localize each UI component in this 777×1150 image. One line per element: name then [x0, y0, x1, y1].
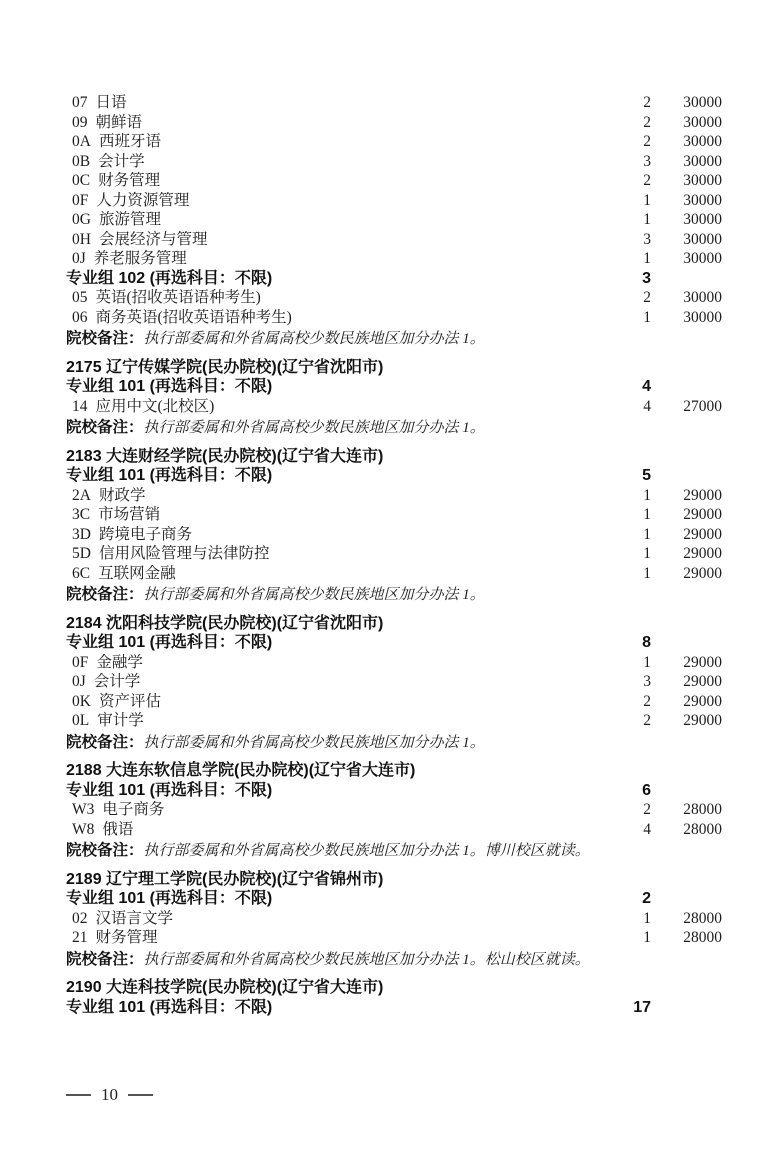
major-label	[66, 544, 611, 564]
tuition-fee: 30000	[683, 94, 722, 111]
major-row	[66, 672, 722, 692]
major-name: 朝鲜语	[95, 113, 143, 131]
major-row	[66, 288, 722, 308]
major-label	[66, 93, 611, 113]
group-plan-count: 8	[642, 634, 651, 651]
tuition-fee: 30000	[683, 152, 722, 170]
remarks-text: 执行部委属和外省属高校少数民族地区加分办法 1。松山校区就读。	[143, 951, 590, 968]
tuition-fee: 28000	[683, 801, 722, 818]
plan-count: 2	[643, 712, 651, 729]
school-title: 2189 辽宁理工学院(民办院校)(辽宁省锦州市)	[66, 870, 384, 888]
tuition-fee: 30000	[683, 289, 722, 306]
tuition-fee: 28000	[683, 929, 722, 946]
major-name: 会展经济与管理	[98, 230, 208, 248]
major-code: 0L	[72, 712, 90, 729]
major-group-row	[66, 998, 722, 1018]
major-code: 0C	[72, 172, 91, 189]
major-row	[66, 653, 722, 673]
major-name: 会计学	[93, 673, 141, 690]
major-row	[66, 564, 722, 584]
remarks-text: 执行部委属和外省属高校少数民族地区加分办法 1。	[143, 331, 485, 347]
major-code: 09	[72, 113, 88, 131]
remarks-content	[66, 585, 722, 606]
remarks-label: 院校备注：	[66, 330, 144, 347]
major-label	[66, 800, 611, 820]
tuition-fee: 28000	[683, 820, 722, 838]
plan-count: 1	[643, 564, 651, 582]
major-group-row	[66, 466, 722, 486]
major-group-row	[66, 633, 722, 653]
major-name: 英语(招收英语语种考生)	[95, 289, 261, 306]
plan-count: 4	[643, 397, 651, 415]
plan-count: 2	[643, 801, 651, 818]
major-code: 0J	[72, 250, 86, 267]
footer-dash-left	[66, 1094, 91, 1096]
major-code: 05	[72, 289, 88, 306]
major-name: 信用风险管理与法律防控	[98, 545, 270, 562]
plan-count: 2	[643, 94, 651, 111]
remarks-row	[66, 418, 722, 438]
group-label: 专业组 102 (再选科目：不限)	[66, 269, 273, 287]
footer-dash-right	[128, 1094, 153, 1096]
plan-count: 1	[643, 525, 651, 543]
plan-count: 2	[643, 113, 651, 131]
major-code: W8	[72, 820, 95, 838]
tuition-fee: 29000	[683, 692, 722, 710]
major-name: 审计学	[97, 712, 144, 729]
major-name: 人力资源管理	[96, 191, 190, 209]
school-title: 2190 大连科技学院(民办院校)(辽宁省大连市)	[66, 979, 384, 996]
major-group-row	[66, 377, 722, 397]
tuition-fee: 29000	[683, 545, 722, 562]
group-plan-count: 17	[633, 998, 651, 1016]
plan-count: 4	[643, 820, 651, 838]
major-code: 02	[72, 909, 88, 927]
plan-count: 1	[643, 909, 651, 927]
school-title: 2175 辽宁传媒学院(民办院校)(辽宁省沈阳市)	[66, 358, 384, 376]
plan-count: 1	[643, 211, 651, 228]
major-label	[66, 171, 611, 191]
major-code: 07	[72, 94, 88, 111]
tuition-fee: 29000	[683, 653, 722, 671]
major-name: 商务英语(招收英语语种考生)	[95, 308, 292, 326]
major-label	[66, 909, 611, 929]
group-plan-count: 5	[642, 467, 651, 484]
major-row	[66, 171, 722, 191]
plan-count: 3	[643, 230, 651, 248]
major-code: 14	[72, 397, 88, 415]
tuition-fee: 27000	[683, 397, 722, 415]
major-label	[66, 672, 611, 692]
school-title: 2184 沈阳科技学院(民办院校)(辽宁省沈阳市)	[66, 614, 384, 632]
tuition-fee: 30000	[683, 113, 722, 131]
school-heading-row	[66, 358, 722, 378]
major-row	[66, 505, 722, 525]
plan-count: 3	[643, 673, 651, 690]
plan-count: 1	[643, 506, 651, 523]
school-heading-row	[66, 978, 722, 998]
plan-count: 1	[643, 929, 651, 946]
plan-count: 1	[643, 653, 651, 671]
school-title: 2188 大连东软信息学院(民办院校)(辽宁省大连市)	[66, 762, 416, 779]
major-code: 0K	[72, 692, 91, 710]
major-code: 6C	[72, 564, 91, 582]
major-label	[66, 132, 611, 152]
remarks-label: 院校备注：	[66, 586, 144, 603]
plan-count: 2	[643, 692, 651, 710]
tuition-fee: 28000	[683, 909, 722, 927]
remarks-label: 院校备注：	[66, 733, 144, 751]
page-footer	[66, 1085, 153, 1105]
tuition-fee: 30000	[683, 230, 722, 248]
group-label: 专业组 101 (再选科目：不限)	[66, 998, 273, 1016]
major-name: 财务管理	[98, 172, 161, 189]
major-name: 汉语言文学	[95, 909, 174, 927]
school-heading-row	[66, 870, 722, 890]
remarks-content	[66, 841, 722, 862]
major-row	[66, 486, 722, 506]
school-heading-row	[66, 614, 722, 634]
major-code: 3D	[72, 525, 91, 543]
tuition-fee: 29000	[683, 486, 722, 504]
school-heading-row	[66, 761, 722, 781]
major-code: 21	[72, 929, 88, 946]
plan-count: 2	[643, 172, 651, 189]
tuition-fee: 30000	[683, 308, 722, 326]
major-label	[66, 653, 611, 673]
major-row	[66, 152, 722, 172]
plan-count: 2	[643, 289, 651, 306]
tuition-fee: 29000	[683, 525, 722, 543]
major-label	[66, 564, 611, 584]
major-row	[66, 909, 722, 929]
group-plan-count: 4	[642, 378, 651, 395]
major-label	[66, 249, 611, 269]
major-name: 会计学	[98, 152, 145, 170]
plan-count: 1	[643, 250, 651, 267]
tuition-fee: 29000	[683, 506, 722, 523]
major-name: 市场营销	[98, 506, 161, 523]
major-name: 互联网金融	[98, 564, 176, 582]
group-label: 专业组 101 (再选科目：不限)	[66, 781, 273, 799]
remarks-content	[66, 329, 722, 350]
remarks-row	[66, 329, 722, 349]
remarks-text: 执行部委属和外省属高校少数民族地区加分办法 1。博川校区就读。	[143, 843, 590, 859]
remarks-content	[66, 950, 722, 971]
remarks-text: 执行部委属和外省属高校少数民族地区加分办法 1。	[143, 587, 485, 603]
page-number: 10	[101, 1085, 118, 1104]
group-label: 专业组 101 (再选科目：不限)	[66, 467, 273, 484]
major-row	[66, 928, 722, 948]
plan-count: 3	[643, 152, 651, 170]
admission-plan-list	[0, 93, 777, 1017]
major-row	[66, 113, 722, 133]
major-row	[66, 230, 722, 250]
major-group-row	[66, 269, 722, 289]
group-plan-count: 2	[642, 890, 651, 907]
major-label	[66, 820, 611, 840]
major-code: 0A	[72, 133, 91, 150]
major-group-row	[66, 781, 722, 801]
group-label: 专业组 101 (再选科目：不限)	[66, 890, 273, 907]
major-code: 2A	[72, 486, 91, 504]
major-label	[66, 928, 611, 948]
major-name: 旅游管理	[98, 211, 161, 228]
major-label	[66, 711, 611, 731]
remarks-content	[66, 733, 722, 754]
remarks-label: 院校备注：	[66, 419, 144, 436]
major-name: 日语	[95, 94, 127, 111]
major-name: 俄语	[102, 820, 134, 838]
major-name: 财政学	[98, 486, 146, 504]
major-code: 3C	[72, 506, 91, 523]
major-code: W3	[72, 801, 95, 818]
major-label	[66, 525, 611, 545]
major-name: 资产评估	[98, 692, 161, 710]
group-plan-count: 6	[642, 781, 651, 799]
plan-count: 1	[643, 486, 651, 504]
tuition-fee: 30000	[683, 191, 722, 209]
major-row	[66, 525, 722, 545]
remarks-row	[66, 841, 722, 861]
major-label	[66, 288, 611, 308]
tuition-fee: 29000	[683, 712, 722, 729]
remarks-text: 执行部委属和外省属高校少数民族地区加分办法 1。	[143, 734, 485, 751]
plan-count: 1	[643, 545, 651, 562]
major-code: 06	[72, 308, 88, 326]
major-name: 财务管理	[95, 929, 158, 946]
major-name: 应用中文(北校区)	[95, 397, 215, 415]
major-code: 0H	[72, 230, 91, 248]
major-row	[66, 820, 722, 840]
major-row	[66, 191, 722, 211]
major-row	[66, 308, 722, 328]
group-label: 专业组 101 (再选科目：不限)	[66, 634, 273, 651]
tuition-fee: 29000	[683, 564, 722, 582]
major-row	[66, 544, 722, 564]
remarks-row	[66, 950, 722, 970]
school-heading-row	[66, 447, 722, 467]
tuition-fee: 30000	[683, 250, 722, 267]
major-row	[66, 397, 722, 417]
plan-count: 2	[643, 133, 651, 150]
major-code: 5D	[72, 545, 91, 562]
major-label	[66, 692, 611, 712]
major-label	[66, 486, 611, 506]
remarks-content	[66, 418, 722, 439]
major-name: 西班牙语	[98, 133, 161, 150]
remarks-label: 院校备注：	[66, 842, 144, 859]
major-label	[66, 210, 611, 230]
major-label	[66, 397, 611, 417]
tuition-fee: 30000	[683, 211, 722, 228]
major-row	[66, 132, 722, 152]
major-name: 金融学	[96, 653, 143, 671]
tuition-fee: 29000	[683, 673, 722, 690]
major-row	[66, 249, 722, 269]
plan-count: 1	[643, 308, 651, 326]
major-label	[66, 113, 611, 133]
tuition-fee: 30000	[683, 133, 722, 150]
remarks-row	[66, 585, 722, 605]
plan-count: 1	[643, 191, 651, 209]
major-group-row	[66, 889, 722, 909]
major-label	[66, 230, 611, 250]
remarks-label: 院校备注：	[66, 950, 144, 968]
major-label	[66, 191, 611, 211]
major-code: 0J	[72, 673, 86, 690]
major-code: 0G	[72, 211, 91, 228]
major-name: 养老服务管理	[93, 250, 187, 267]
tuition-fee: 30000	[683, 172, 722, 189]
major-label	[66, 308, 611, 328]
remarks-text: 执行部委属和外省属高校少数民族地区加分办法 1。	[143, 420, 485, 436]
major-code: 0B	[72, 152, 91, 170]
major-code: 0F	[72, 653, 89, 671]
major-row	[66, 93, 722, 113]
group-label: 专业组 101 (再选科目：不限)	[66, 378, 273, 395]
major-name: 跨境电子商务	[98, 525, 192, 543]
major-row	[66, 210, 722, 230]
group-plan-count: 3	[642, 269, 651, 287]
major-code: 0F	[72, 191, 89, 209]
major-row	[66, 692, 722, 712]
major-row	[66, 800, 722, 820]
major-row	[66, 711, 722, 731]
remarks-row	[66, 733, 722, 753]
major-name: 电子商务	[102, 801, 165, 818]
major-label	[66, 505, 611, 525]
school-title: 2183 大连财经学院(民办院校)(辽宁省大连市)	[66, 447, 384, 465]
major-label	[66, 152, 611, 172]
